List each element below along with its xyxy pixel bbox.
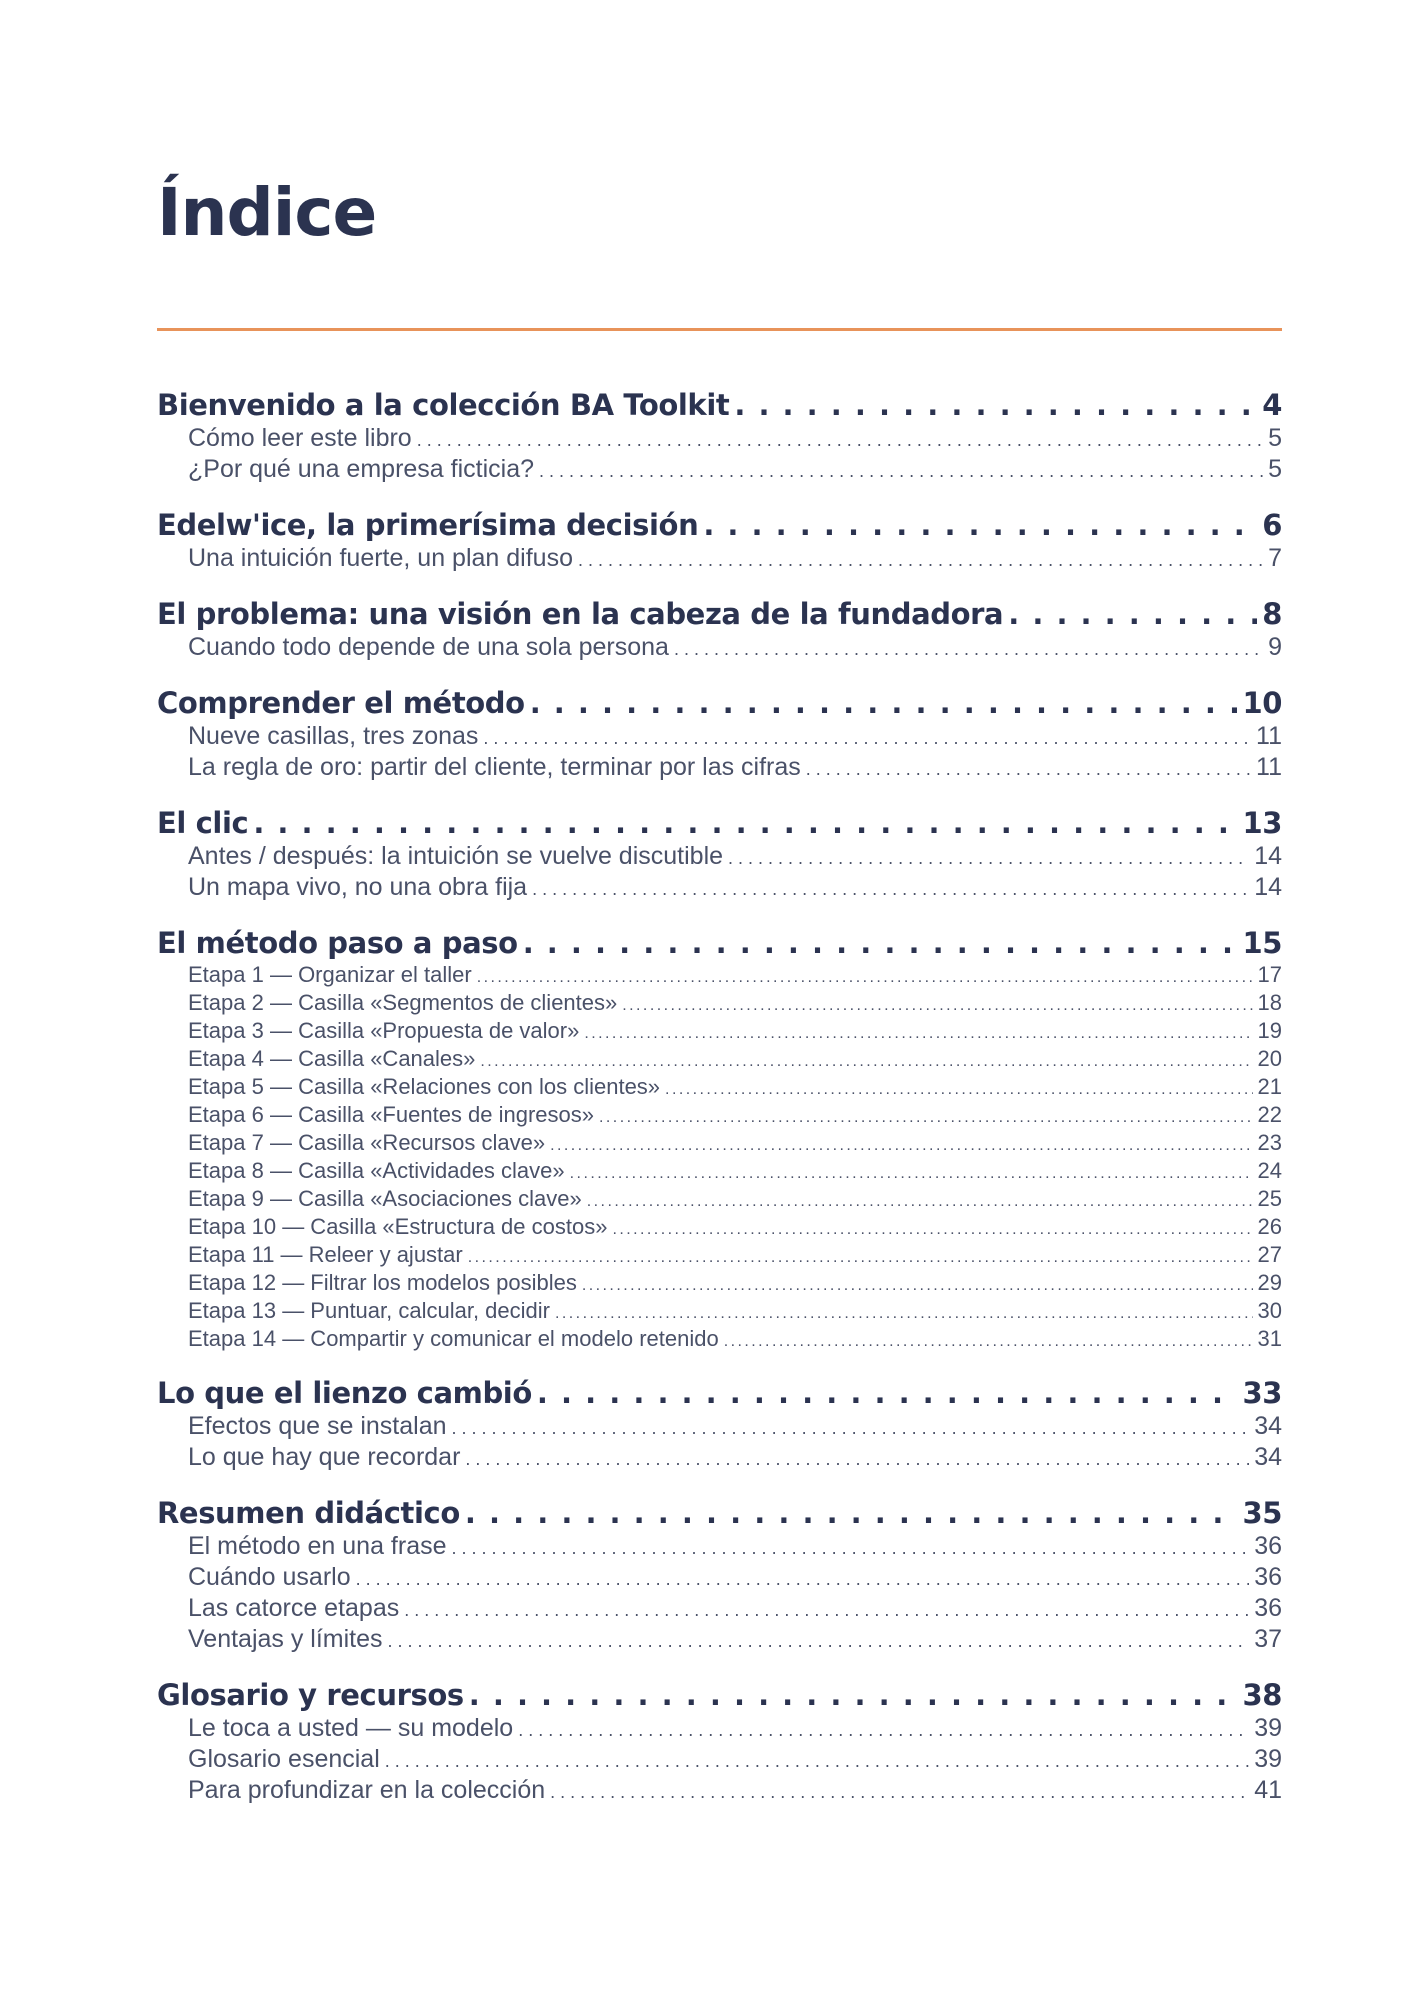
dot-leader: [404, 1594, 1249, 1625]
toc-entry[interactable]: [157, 633, 1282, 664]
toc-entry[interactable]: [157, 1046, 1282, 1074]
toc-entry-page-number: 11: [1256, 753, 1282, 781]
toc-entry-label: Cuando todo depende de una sola persona: [188, 633, 669, 661]
dot-leader: [578, 544, 1263, 575]
toc-section: [157, 924, 1282, 1354]
toc-entry[interactable]: [157, 1776, 1282, 1807]
dot-leader: [550, 1776, 1249, 1807]
toc-section: [157, 506, 1282, 575]
toc-entry[interactable]: [157, 1563, 1282, 1594]
dot-leader: [465, 1494, 1238, 1532]
toc-entry[interactable]: [157, 1443, 1282, 1474]
toc-entry-page-number: 26: [1257, 1214, 1282, 1239]
toc-chapter[interactable]: [157, 804, 1282, 842]
toc-chapter[interactable]: [157, 595, 1282, 633]
toc-entry-label: La regla de oro: partir del cliente, terminar por las cifras: [188, 753, 801, 781]
dot-leader: [1008, 595, 1257, 633]
dot-leader: [703, 506, 1257, 544]
dot-leader: [599, 1102, 1253, 1130]
dot-leader: [622, 990, 1252, 1018]
toc-chapter-page-number: 33: [1242, 1376, 1282, 1410]
toc-entry-label: ¿Por qué una empresa ficticia?: [188, 455, 535, 483]
toc-entry[interactable]: [157, 1074, 1282, 1102]
dot-leader: [469, 1676, 1238, 1714]
toc-entry[interactable]: [157, 1532, 1282, 1563]
toc-entry[interactable]: [157, 842, 1282, 873]
toc-chapter-label: Resumen didáctico: [157, 1496, 460, 1530]
toc-entry-label: Etapa 5 — Casilla «Relaciones con los clientes»: [188, 1074, 661, 1099]
toc-entry[interactable]: [157, 544, 1282, 575]
toc-entry-label: Etapa 13 — Puntuar, calcular, decidir: [188, 1298, 550, 1323]
toc-chapter-label: Edelw'ice, la primerísima decisión: [157, 508, 699, 542]
toc-chapter-label: Glosario y recursos: [157, 1678, 464, 1712]
toc-entry-page-number: 21: [1257, 1074, 1282, 1099]
toc-entry-page-number: 41: [1254, 1776, 1282, 1804]
dot-leader: [356, 1563, 1250, 1594]
toc-section: [157, 595, 1282, 664]
toc-entry-page-number: 7: [1268, 544, 1282, 572]
toc-entry[interactable]: [157, 753, 1282, 784]
toc-entry[interactable]: [157, 1745, 1282, 1776]
toc-entry-page-number: 9: [1268, 633, 1282, 661]
toc-section: [157, 684, 1282, 784]
toc-chapter-page-number: 6: [1262, 508, 1282, 542]
toc-chapter-page-number: 15: [1242, 926, 1282, 960]
toc-entry-label: Etapa 12 — Filtrar los modelos posibles: [188, 1270, 577, 1295]
toc-section: [157, 1374, 1282, 1474]
toc-chapter[interactable]: [157, 684, 1282, 722]
toc-entry-label: Antes / después: la intuición se vuelve discutible: [188, 842, 724, 870]
toc-entry-page-number: 24: [1257, 1158, 1282, 1183]
toc-entry-label: Etapa 2 — Casilla «Segmentos de clientes»: [188, 990, 618, 1015]
toc-entry[interactable]: [157, 1270, 1282, 1298]
toc-entry[interactable]: [157, 424, 1282, 455]
toc-entry[interactable]: [157, 990, 1282, 1018]
dot-leader: [477, 962, 1253, 990]
toc-chapter[interactable]: [157, 1676, 1282, 1714]
toc-entry-label: Etapa 8 — Casilla «Actividades clave»: [188, 1158, 565, 1183]
toc-entry[interactable]: [157, 873, 1282, 904]
toc-entry-label: Etapa 6 — Casilla «Fuentes de ingresos»: [188, 1102, 595, 1127]
dot-leader: [532, 873, 1249, 904]
section-spacer: [157, 904, 1282, 924]
dot-leader: [612, 1214, 1252, 1242]
toc-chapter-label: Comprender el método: [157, 686, 525, 720]
toc-entry[interactable]: [157, 1326, 1282, 1354]
toc-entry[interactable]: [157, 1242, 1282, 1270]
dot-leader: [555, 1298, 1253, 1326]
toc-entry-page-number: 34: [1254, 1412, 1282, 1440]
toc-entry[interactable]: [157, 1714, 1282, 1745]
toc-entry-page-number: 18: [1257, 990, 1282, 1015]
toc-entry-page-number: 27: [1257, 1242, 1282, 1267]
toc-chapter-label: El método paso a paso: [157, 926, 518, 960]
toc-entry-label: Efectos que se instalan: [188, 1412, 447, 1440]
toc-chapter-page-number: 8: [1262, 597, 1282, 631]
toc-entry-label: Etapa 11 — Releer y ajustar: [188, 1242, 463, 1267]
toc-entry-page-number: 36: [1254, 1594, 1282, 1622]
toc-section: [157, 1494, 1282, 1656]
toc-entry-page-number: 22: [1257, 1102, 1282, 1127]
dot-leader: [452, 1412, 1250, 1443]
dot-leader: [734, 386, 1257, 424]
dot-leader: [523, 924, 1238, 962]
dot-leader: [480, 1046, 1252, 1074]
dot-leader: [465, 1443, 1249, 1474]
toc-chapter[interactable]: [157, 1494, 1282, 1532]
dot-leader: [452, 1532, 1250, 1563]
dot-leader: [550, 1130, 1252, 1158]
toc-chapter-page-number: 10: [1242, 686, 1282, 720]
toc-entry-page-number: 17: [1257, 962, 1282, 987]
toc-entry-label: Cómo leer este libro: [188, 424, 412, 452]
toc-chapter-label: El clic: [157, 806, 249, 840]
page-title: Índice: [157, 174, 377, 251]
toc-entry-page-number: 39: [1254, 1745, 1282, 1773]
dot-leader: [582, 1270, 1253, 1298]
toc-entry[interactable]: [157, 1018, 1282, 1046]
section-spacer: [157, 1354, 1282, 1374]
section-spacer: [157, 486, 1282, 506]
dot-leader: [806, 753, 1251, 784]
toc-entry-page-number: 20: [1257, 1046, 1282, 1071]
toc-chapter-label: Bienvenido a la colección BA Toolkit: [157, 388, 730, 422]
toc-entry-label: Lo que hay que recordar: [188, 1443, 461, 1471]
toc-entry[interactable]: [157, 1298, 1282, 1326]
toc-entry-page-number: 30: [1257, 1298, 1282, 1323]
toc-entry-page-number: 29: [1257, 1270, 1282, 1295]
dot-leader: [388, 1625, 1250, 1656]
toc-entry-page-number: 14: [1254, 842, 1282, 870]
toc-entry-label: Cuándo usarlo: [188, 1563, 351, 1591]
toc-entry-page-number: 5: [1268, 455, 1282, 483]
section-spacer: [157, 1656, 1282, 1676]
dot-leader: [537, 1374, 1238, 1412]
toc-entry-page-number: 34: [1254, 1443, 1282, 1471]
toc-entry-label: Una intuición fuerte, un plan difuso: [188, 544, 573, 572]
toc-chapter-page-number: 13: [1242, 806, 1282, 840]
toc-entry-page-number: 37: [1254, 1625, 1282, 1653]
toc-entry-label: Etapa 4 — Casilla «Canales»: [188, 1046, 476, 1071]
toc-entry-page-number: 31: [1257, 1326, 1282, 1351]
toc-chapter[interactable]: [157, 1374, 1282, 1412]
toc-entry-label: Glosario esencial: [188, 1745, 380, 1773]
toc-chapter-page-number: 35: [1242, 1496, 1282, 1530]
toc-chapter[interactable]: [157, 506, 1282, 544]
toc-entry-page-number: 36: [1254, 1563, 1282, 1591]
toc-entry[interactable]: [157, 1594, 1282, 1625]
toc-chapter-page-number: 38: [1242, 1678, 1282, 1712]
dot-leader: [468, 1242, 1253, 1270]
toc-entry[interactable]: [157, 722, 1282, 753]
toc-chapter-page-number: 4: [1262, 388, 1282, 422]
dot-leader: [728, 842, 1249, 873]
toc-entry[interactable]: [157, 1130, 1282, 1158]
toc-chapter-label: El problema: una visión en la cabeza de la fundadora: [157, 597, 1004, 631]
toc-section: [157, 804, 1282, 904]
toc-entry-page-number: 25: [1257, 1186, 1282, 1211]
toc-entry-page-number: 11: [1256, 722, 1282, 750]
table-of-contents: [157, 386, 1282, 1807]
toc-entry-label: Nueve casillas, tres zonas: [188, 722, 479, 750]
toc-entry-label: Etapa 3 — Casilla «Propuesta de valor»: [188, 1018, 580, 1043]
toc-entry[interactable]: [157, 1625, 1282, 1656]
toc-section: [157, 386, 1282, 486]
section-spacer: [157, 575, 1282, 595]
toc-entry[interactable]: [157, 1102, 1282, 1130]
toc-entry-label: Etapa 9 — Casilla «Asociaciones clave»: [188, 1186, 582, 1211]
toc-chapter-label: Lo que el lienzo cambió: [157, 1376, 532, 1410]
section-spacer: [157, 664, 1282, 684]
dot-leader: [570, 1158, 1253, 1186]
toc-entry[interactable]: [157, 1158, 1282, 1186]
toc-entry-label: Para profundizar en la colección: [188, 1776, 546, 1804]
toc-entry-page-number: 19: [1257, 1018, 1282, 1043]
toc-entry[interactable]: [157, 1412, 1282, 1443]
dot-leader: [724, 1326, 1253, 1354]
dot-leader: [385, 1745, 1249, 1776]
toc-entry-label: Le toca a usted — su modelo: [188, 1714, 514, 1742]
dot-leader: [539, 455, 1263, 486]
dot-leader: [674, 633, 1263, 664]
toc-entry-page-number: 36: [1254, 1532, 1282, 1560]
toc-entry[interactable]: [157, 455, 1282, 486]
toc-chapter[interactable]: [157, 924, 1282, 962]
toc-entry-label: Las catorce etapas: [188, 1594, 400, 1622]
toc-entry-label: Etapa 10 — Casilla «Estructura de costos»: [188, 1214, 608, 1239]
toc-entry-label: Etapa 1 — Organizar el taller: [188, 962, 472, 987]
toc-entry[interactable]: [157, 962, 1282, 990]
title-divider: [157, 328, 1282, 331]
toc-entry-label: Un mapa vivo, no una obra fija: [188, 873, 528, 901]
dot-leader: [530, 684, 1238, 722]
dot-leader: [253, 804, 1237, 842]
toc-section: [157, 1676, 1282, 1807]
toc-entry-label: El método en una frase: [188, 1532, 447, 1560]
toc-entry[interactable]: [157, 1214, 1282, 1242]
toc-entry-page-number: 23: [1257, 1130, 1282, 1155]
section-spacer: [157, 1474, 1282, 1494]
dot-leader: [483, 722, 1251, 753]
toc-entry-page-number: 5: [1268, 424, 1282, 452]
dot-leader: [518, 1714, 1249, 1745]
dot-leader: [417, 424, 1263, 455]
dot-leader: [584, 1018, 1252, 1046]
toc-chapter[interactable]: [157, 386, 1282, 424]
toc-entry-label: Ventajas y límites: [188, 1625, 383, 1653]
toc-entry[interactable]: [157, 1186, 1282, 1214]
toc-entry-page-number: 39: [1254, 1714, 1282, 1742]
toc-entry-label: Etapa 14 — Compartir y comunicar el modelo retenido: [188, 1326, 719, 1351]
toc-entry-label: Etapa 7 — Casilla «Recursos clave»: [188, 1130, 546, 1155]
section-spacer: [157, 784, 1282, 804]
toc-entry-page-number: 14: [1254, 873, 1282, 901]
dot-leader: [665, 1074, 1252, 1102]
dot-leader: [587, 1186, 1253, 1214]
